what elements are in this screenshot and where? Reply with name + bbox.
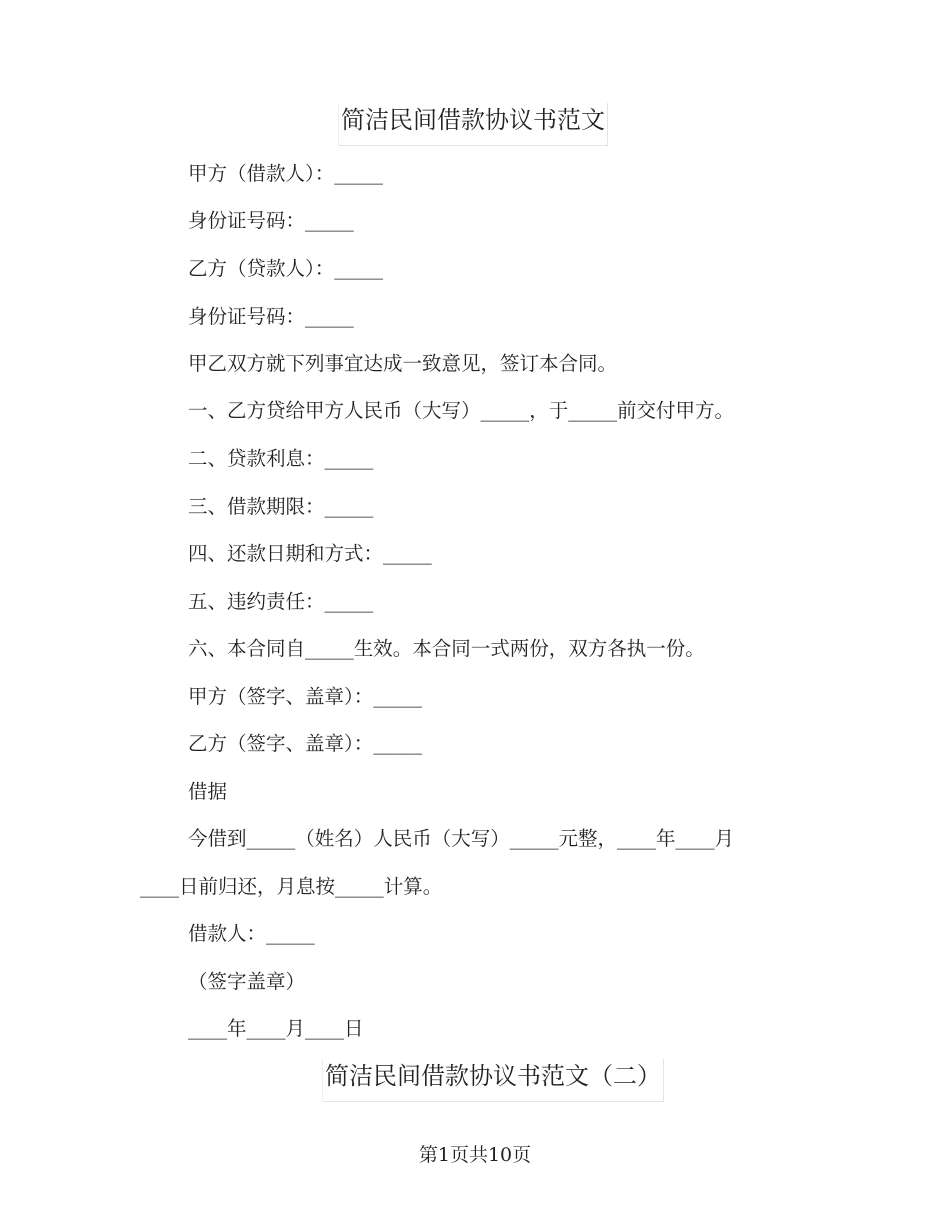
iou-heading: 借据 — [188, 780, 228, 803]
party-a-signature-line: 甲方（签字、盖章）：_____ — [188, 685, 423, 708]
iou-body-line-1: 今借到_____（姓名）人民币（大写）_____元整，____年____月 — [188, 827, 735, 850]
iou-date-line: ____年____月____日 — [188, 1017, 364, 1040]
iou-borrower-line: 借款人：_____ — [188, 922, 315, 945]
clause-1-line: 一、乙方贷给甲方人民币（大写）_____，于_____前交付甲方。 — [188, 399, 735, 422]
iou-signature-note: （签字盖章） — [188, 970, 306, 993]
party-b-lender-line: 乙方（贷款人）：_____ — [188, 257, 384, 280]
clause-5-line: 五、违约责任：_____ — [188, 590, 374, 613]
party-a-id-line: 身份证号码：_____ — [188, 209, 354, 232]
agreement-intro-line: 甲乙双方就下列事宜达成一致意见，签订本合同。 — [188, 352, 618, 375]
clause-6-line: 六、本合同自_____生效。本合同一式两份，双方各执一份。 — [188, 637, 705, 660]
party-a-borrower-line: 甲方（借款人）：_____ — [188, 162, 384, 185]
iou-body-line-2: ____日前归还，月息按_____计算。 — [140, 875, 443, 898]
second-document-title: 简洁民间借款协议书范文（二） — [322, 1059, 664, 1102]
clause-2-line: 二、贷款利息：_____ — [188, 447, 374, 470]
clause-4-line: 四、还款日期和方式：_____ — [188, 542, 432, 565]
document-title: 简洁民间借款协议书范文 — [338, 103, 608, 146]
clause-3-line: 三、借款期限：_____ — [188, 495, 374, 518]
party-b-signature-line: 乙方（签字、盖章）：_____ — [188, 732, 423, 755]
page-number-footer: 第1页共10页 — [418, 1144, 532, 1166]
party-b-id-line: 身份证号码：_____ — [188, 305, 354, 328]
